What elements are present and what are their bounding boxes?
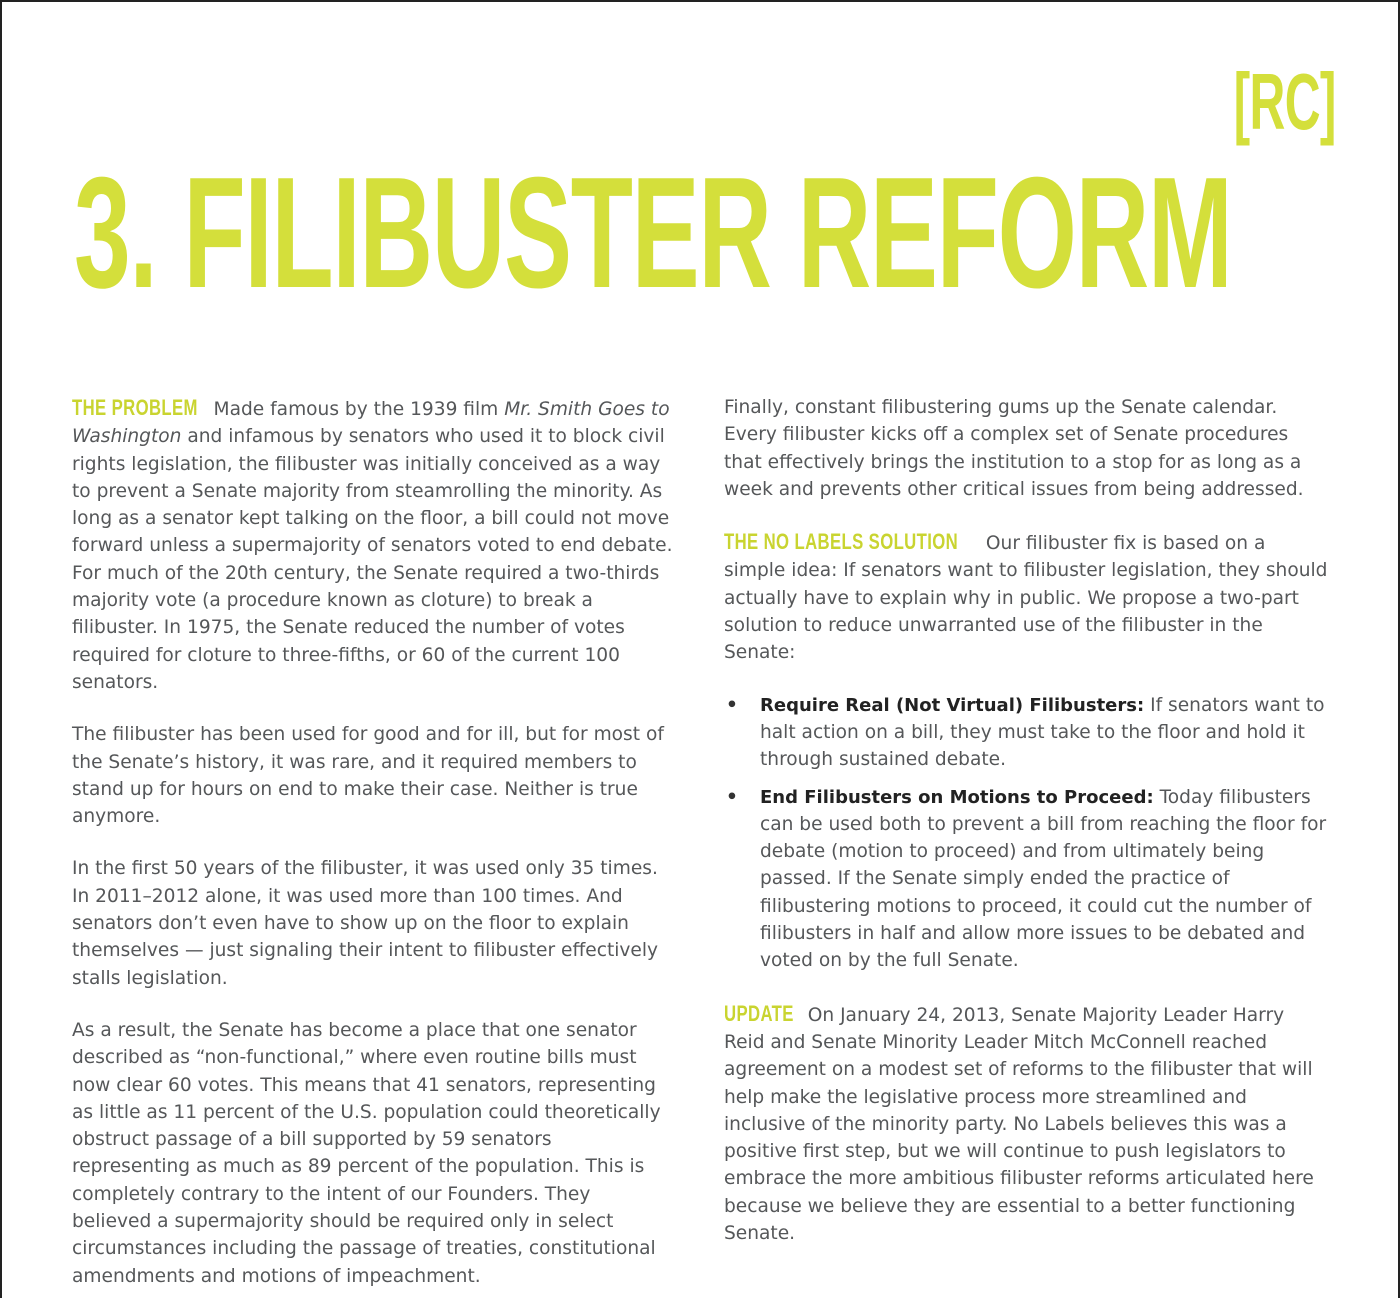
problem-heading: THE PROBLEM	[72, 395, 198, 420]
problem-text-end: and infamous by senators who used it to block civil rights legislation, the filibuster was initially conceived as a way to prevent a Senate majority from steamrolling the minority. As long as a senator kept talking on the floor, a bill could not move forward unless a supermajority of senators voted to end debate. For much of the 20th century, the Senate required a two-thirds majority vote (a procedure known as cloture) to break a filibuster. In 1975, the Senate reduced the number of votes required for cloture to three-fifths, or 60 of the current 100 senators.	[72, 426, 673, 693]
paragraph-result: As a result, the Senate has become a place that one senator described as “non-functional,” where even routine bills must now clear 60 votes. This means that 41 senators, representing as little as 11 percent of the U.S. population could theoretically obstruct passage of a bill supported by 59 senators representing as much as 89 percent of the population. This is completely contrary to the intent of our Founders. They believed a supermajority should be required only in select circumstances including the passage of treaties, constitutional amendments and motions of impeachment.	[72, 1019, 661, 1287]
bullet-text: If senators want to halt action on a bill, they must take to the floor and hold it through sustained debate.	[760, 694, 1325, 771]
list-item	[724, 784, 1328, 975]
solution-heading: THE NO LABELS SOLUTION	[724, 529, 959, 555]
paragraph-history: The filibuster has been used for good and for ill, but for most of the Senate’s history, it was rare, and it required members to stand up for hours on end to make their case. Neither is true anymore.	[72, 724, 664, 828]
problem-paragraph	[72, 394, 674, 696]
right-column	[724, 394, 1328, 1272]
paragraph-usage: In the first 50 years of the filibuster, it was used only 35 times. In 2011–2012 alone, it was used more than 100 times. And senators don’t even have to show up on the floor to explain themselves — just signaling their intent to filibuster effectively stalls legislation.	[72, 858, 659, 989]
bullet-marker: •	[726, 694, 738, 716]
page-title: 3. FILIBUSTER REFORM	[74, 145, 1232, 321]
film-title: Mr. Smith Goes to Washington	[72, 399, 670, 448]
update-heading: UPDATE	[724, 1000, 794, 1026]
bullet-marker: •	[726, 786, 738, 808]
paragraph-calendar: Finally, constant filibustering gums up the Senate calendar. Every filibuster kicks off a complex set of Senate procedures that effectively brings the institution to a stop for as long as a week and prevents other critical issues from being addressed.	[724, 397, 1304, 500]
solution-text: Our filibuster fix is based on a simple idea: If senators want to filibuster legislation, they should actually have to explain why in public. We propose a two-part solution to reduce unwarranted use of the filibuster in the Senate:	[724, 533, 1328, 664]
update-text: On January 24, 2013, Senate Majority Leader Harry Reid and Senate Minority Leader Mitch McConnell reached agreement on a modest set of reforms to the filibuster that will help make the legislative process more streamlined and inclusive of the minority party. No Labels believes this was a positive first step, but we will continue to push legislators to embrace the more ambitious filibuster reforms articulated here because we believe they are essential to a better functioning Senate.	[724, 1004, 1314, 1245]
problem-text-start: Made famous by the 1939 film	[207, 399, 505, 420]
bullet-title: Require Real (Not Virtual) Filibusters:	[760, 694, 1145, 716]
list-item	[724, 692, 1328, 774]
solution-paragraph	[724, 528, 1328, 666]
bullet-title: End Filibusters on Motions to Proceed:	[760, 786, 1154, 808]
bullet-text: Today filibusters can be used both to prevent a bill from reaching the floor for debate (motion to proceed) and from ultimately being passed. If the Senate simply ended the practice of filibustering motions to proceed, it could cut the number of filibusters in half and allow more issues to be debated and voted on by the full Senate.	[760, 786, 1327, 972]
rc-logo: [RC]	[1233, 57, 1336, 146]
update-paragraph	[724, 1000, 1328, 1248]
proposal-list	[724, 692, 1328, 975]
left-column	[72, 394, 674, 1298]
